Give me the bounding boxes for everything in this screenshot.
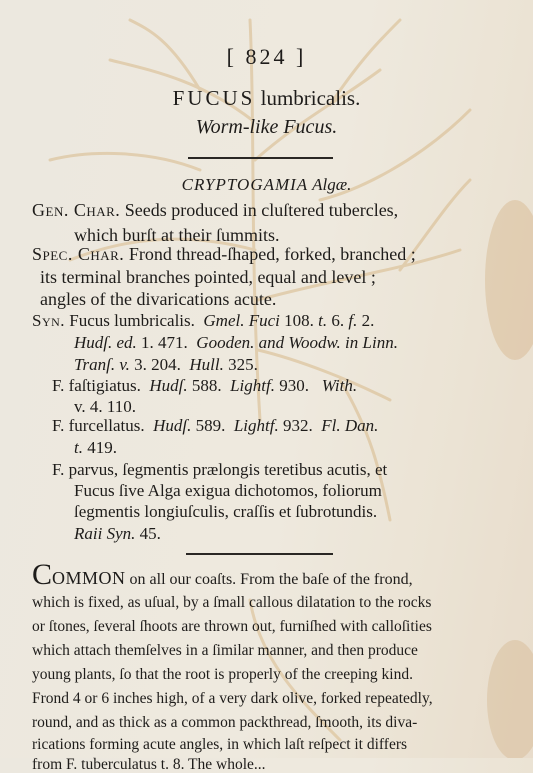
classification xyxy=(0,176,533,193)
spec-char-line-1 xyxy=(32,245,416,263)
syn-ref: Tranſ. v. xyxy=(74,355,130,374)
description-text: on all our coaſts. From the baſe of the frond, xyxy=(129,571,413,588)
gen-char-line-1 xyxy=(32,201,398,219)
syn-f2-line-2 xyxy=(74,439,117,456)
syn-ref: With. xyxy=(321,376,358,395)
section-divider xyxy=(186,553,333,555)
syn-num: 325. xyxy=(228,355,258,374)
syn-ref: Fl. Dan. xyxy=(321,416,379,435)
syn-num: 6. xyxy=(331,311,345,330)
syn-label: Syn. xyxy=(32,311,66,330)
syn-line-3 xyxy=(74,356,258,373)
syn-ref: Hull. xyxy=(189,355,224,374)
syn-num: 108. xyxy=(284,311,314,330)
title-divider xyxy=(188,157,333,159)
syn-num: 588. xyxy=(191,376,222,395)
syn-ref: Hudſ. xyxy=(153,416,192,435)
dropcap: C xyxy=(32,558,53,591)
order-name: Algæ. xyxy=(312,175,352,194)
syn-f3-line-3: ſegmentis longiuſculis, craſſis et ſubrotundis. xyxy=(74,502,378,521)
syn-num: 589. xyxy=(195,416,226,435)
syn-f2-line-1 xyxy=(52,417,378,434)
syn-num: 2. xyxy=(361,311,375,330)
description-line-1 xyxy=(32,560,413,590)
syn-line-1 xyxy=(32,312,374,329)
gen-char-text: Seeds produced in cluſtered tubercles, xyxy=(124,200,399,220)
syn-ref: Lightf. xyxy=(233,416,279,435)
syn-f2-name: F. furcellatus. xyxy=(52,416,145,435)
syn-num: 3. 204. xyxy=(134,355,181,374)
description-line-6: Frond 4 or 6 inches high, of a very dark olive, forked repeatedly, xyxy=(32,690,433,707)
syn-ref: Hudſ. xyxy=(149,376,188,395)
syn-num: 45. xyxy=(139,524,161,543)
spec-char-label: Spec. Char. xyxy=(32,244,125,264)
spec-char-text: Frond thread-ſhaped, forked, branched ; xyxy=(128,244,416,264)
gen-char-label: Gen. Char. xyxy=(32,200,121,220)
common-name: Worm-like Fucus. xyxy=(195,116,338,138)
syn-f3-line-4 xyxy=(74,525,161,542)
species-name: lumbricalis. xyxy=(260,86,361,110)
page-number: [ 824 ] xyxy=(226,44,307,69)
syn-f1-name: F. faſtigiatus. xyxy=(52,376,141,395)
class-name: CRYPTOGAMIA xyxy=(181,175,309,194)
syn-line-2 xyxy=(74,334,398,351)
syn-f3-line-1: F. parvus, ſegmentis prælongis teretibus acutis, et xyxy=(52,460,388,479)
syn-num: 932. xyxy=(282,416,313,435)
gen-char-line-2: which burſt at their ſummits. xyxy=(74,225,280,245)
spec-char-line-2: its terminal branches pointed, equal and level ; xyxy=(40,267,376,287)
syn-t: t. xyxy=(74,438,83,457)
description-line-2: which is fixed, as uſual, by a ſmall callous dilatation to the rocks xyxy=(32,594,432,611)
genus-name: FUCUS xyxy=(172,86,256,110)
description-line-3: or ſtones, ſeveral ſhoots are thrown out, furniſhed with calloſities xyxy=(32,618,432,635)
syn-num: 419. xyxy=(87,438,117,457)
species-title xyxy=(0,88,533,109)
spec-char-line-3: angles of the divarications acute. xyxy=(40,289,277,309)
syn-num: 1. 471. xyxy=(141,333,188,352)
syn-num: 930. xyxy=(279,376,309,395)
description-line-7: round, and as thick as a common packthread, ſmooth, its diva- xyxy=(32,714,418,731)
description-line-8: rications forming acute angles, in which laſt reſpect it differs xyxy=(32,736,408,753)
syn-f: f. xyxy=(348,311,358,330)
description-line-9: from F. tuberculatus t. 8. The whole... xyxy=(32,756,266,773)
syn-ref: Raii Syn. xyxy=(74,524,136,543)
syn-ref: Lightf. xyxy=(230,376,275,395)
syn-ref: Gmel. Fuci xyxy=(203,311,280,330)
syn-t: t. xyxy=(318,311,328,330)
syn-name: Fucus lumbricalis. xyxy=(69,311,195,330)
syn-ref: Gooden. and Woodw. in Linn. xyxy=(196,333,398,352)
syn-f1-line-1 xyxy=(52,377,357,394)
description-line-4: which attach themſelves in a ſimilar manner, and then produce xyxy=(32,642,418,659)
description-line-5: young plants, ſo that the root is properly of the creeping kind. xyxy=(32,666,413,683)
syn-ref: Hudſ. ed. xyxy=(74,333,137,352)
syn-f1-line-2: v. 4. 110. xyxy=(74,397,137,416)
syn-f3-line-2: Fucus ſive Alga exigua dichotomos, foliorum xyxy=(74,481,382,500)
lead-word: OMMON xyxy=(52,568,126,588)
